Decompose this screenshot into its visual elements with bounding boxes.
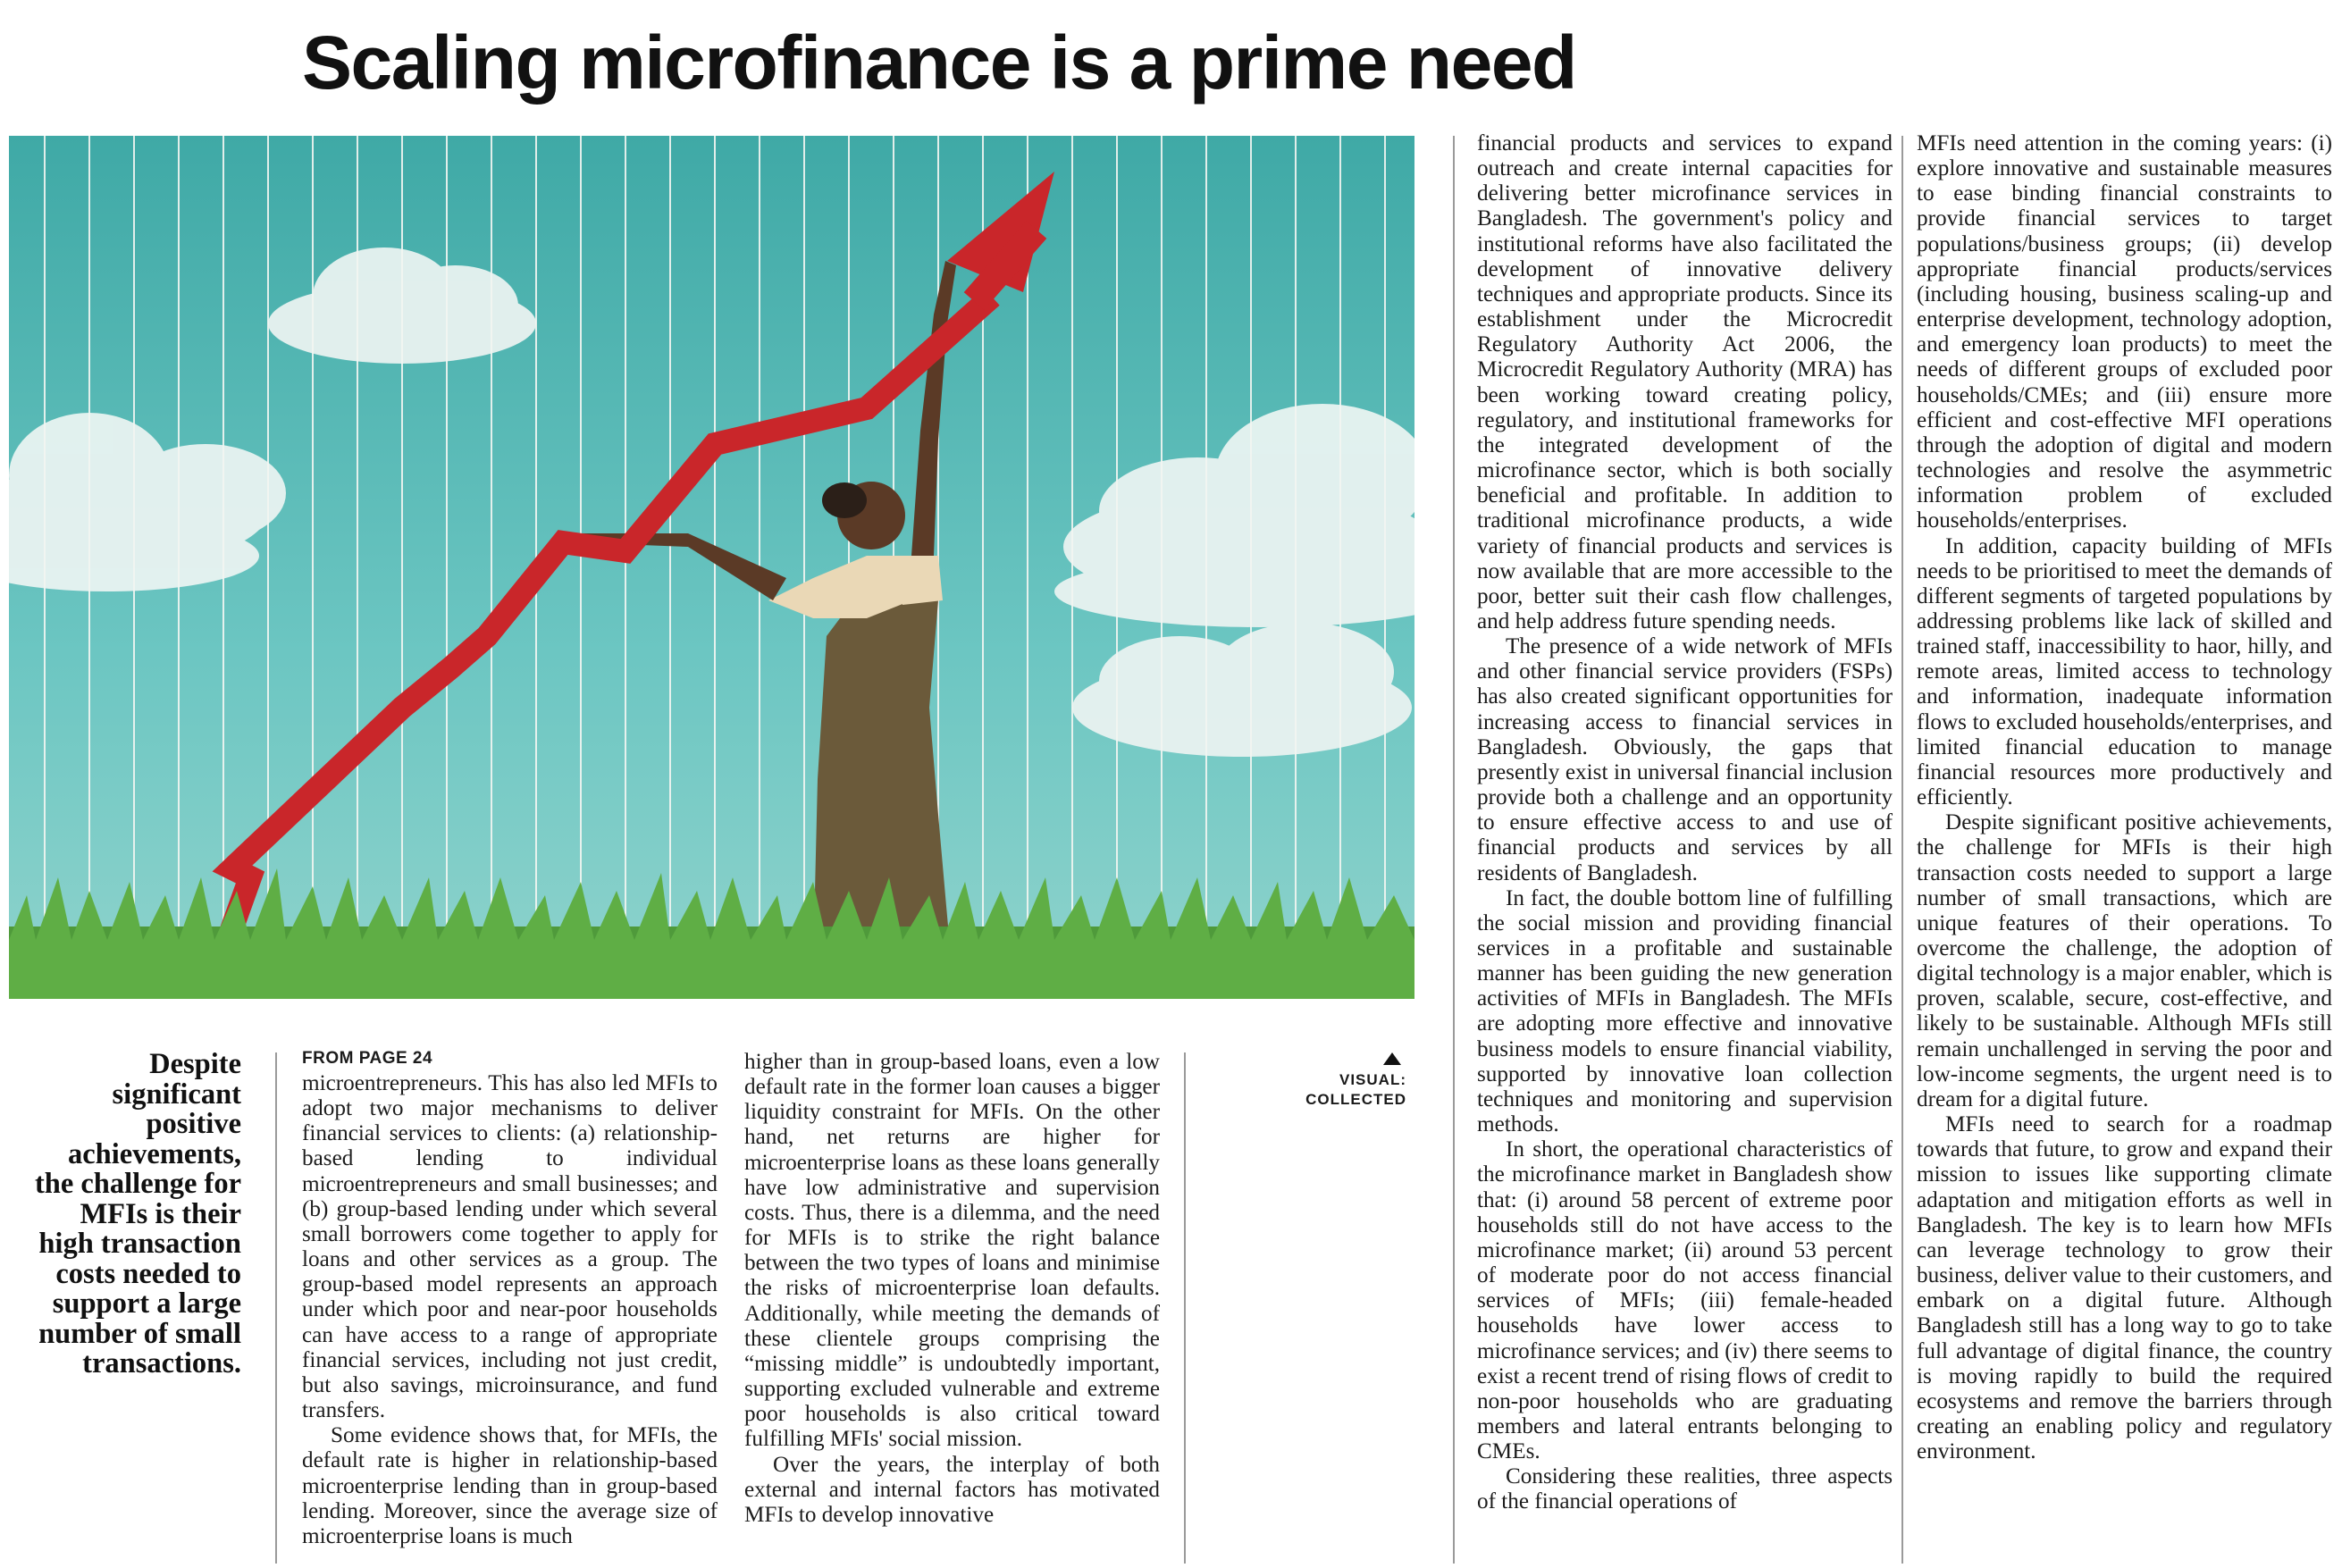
illustration bbox=[9, 136, 1414, 999]
column-rule bbox=[1901, 136, 1903, 1564]
photo-credit bbox=[1287, 1052, 1406, 1110]
credit-label: VISUAL: bbox=[1339, 1071, 1406, 1088]
paragraph: financial products and services to expand outreach and create internal capacities for delivering better microfinance services in Bangladesh. The government's policy and institutional reforms have also facilitated the development of innovative delivery techniques and appropriate products. Since its establishment under the Microcredit Regulatory Authority Act 2006, the Microcredit Regulatory Authority (MRA) has been working toward creating policy, regulatory, and institutional frameworks for the integrated development of the microfinance sector, which is both socially beneficial and profitable. In addition to traditional microfinance products, a wide variety of financial products and services is now available that are more accessible to the poor, better suit their cash flow challenges, and help address future spending needs. bbox=[1477, 131, 1893, 633]
from-page-kicker: FROM PAGE 24 bbox=[302, 1049, 433, 1068]
paragraph: MFIs need to search for a roadmap towards that future, to grow and expand their mission to issues like supporting climate adaptation and mitigation efforts as well in Bangladesh. The key is to learn how MFIs can leverage technology to grow their business, deliver value to their customers, and embark on a digital future. Although Bangladesh still has a long way to go to take full advantage of digital finance, the country is moving rapidly to build the required ecosystems and remove the barriers through creating an enabling policy and regulatory environment. bbox=[1917, 1112, 2332, 1464]
paragraph: The presence of a wide network of MFIs and other financial service providers (FSPs) has also created significant opportunities for increasing access to financial services in Bangladesh. Obviously, the gaps that presently exist in universal financial inclusion provide both a challenge and an opportunity to ensure effective access to and use of financial products and services by all residents of Bangladesh. bbox=[1477, 634, 1893, 885]
triangle-up-icon bbox=[1383, 1052, 1401, 1065]
column-rule bbox=[275, 1052, 277, 1564]
paragraph: higher than in group-based loans, even a low default rate in the former loan causes a bigger liquidity constraint for MFIs. On the other hand, net returns are higher for microenterprise loans as these loans generally have low administrative and supervision costs. Thus, there is a dilemma, and the need for MFIs is to strike the right balance between the two types of loans and minimise the risks of microenterprise loan defaults. Additionally, while meeting the demands of these clientele groups comprising the “missing middle” is undoubtedly important, supporting excluded vulnerable and extreme poor households is also critical toward fulfilling MFIs' social mission. bbox=[744, 1050, 1160, 1452]
article-column-1 bbox=[302, 1048, 718, 1549]
paragraph: In short, the operational characteristics of the microfinance market in Bangladesh show that: (i) around 58 percent of extreme poor households still do not have access to the microfinance market; (ii) around 53 percent of moderate poor do not access financial services of MFIs; (iii) female-headed households have lower access to microfinance services; and (iv) there seems to exist a recent trend of rising flows of credit to non-poor households who are graduating members and lateral entrants belonging to CMEs. bbox=[1477, 1137, 1893, 1464]
paragraph: MFIs need attention in the coming years: (i) explore innovative and sustainable measures to ease binding financial constraints to provide financial services to target populations/business groups; (ii) develop appropriate financial products/services (including housing, business scaling-up and enterprise development, technology adoption, and emergency loan products) to meet the needs of different groups of excluded poor households/CMEs; and (iii) ensure more efficient and cost-effective MFI operations through the adoption of digital and modern technologies and resolve the asymmetric information problem of excluded households/enterprises. bbox=[1917, 131, 2332, 533]
headline: Scaling microfinance is a prime need bbox=[302, 21, 1576, 105]
column-rule bbox=[1453, 136, 1455, 1564]
column-rule bbox=[1184, 1052, 1186, 1564]
article-column-2 bbox=[744, 1050, 1160, 1528]
article-column-3 bbox=[1477, 131, 1893, 1515]
paragraph: microentrepreneurs. This has also led MFIs to adopt two major mechanisms to deliver financial services to clients: (a) relationship-based lending to individual microentrepreneurs and small businesses; and (b) group-based lending under which several small borrowers come together to apply for loans and other services as a group. The group-based model represents an approach under which poor and near-poor households can have access to a range of appropriate financial services, including not just credit, but also savings, microinsurance, and fund transfers. bbox=[302, 1071, 718, 1423]
paragraph: Despite significant positive achievements, the challenge for MFIs is their high transaction costs needed to support a large number of small transactions, which are unique features of their operations. To overcome the challenge, the adoption of digital technology is a major enabler, which is proven, scalable, secure, cost-effective, and likely to be sustainable. Although MFIs still remain unchallenged in serving the poor and low-income segments, the urgent need is to dream for a digital future. bbox=[1917, 810, 2332, 1111]
paragraph: Some evidence shows that, for MFIs, the default rate is higher in relationship-based microenterprise lending than in group-based lending. Moreover, since the average size of microenterprise loans is much bbox=[302, 1423, 718, 1548]
pull-quote: Despite significant positive achievements, the challenge for MFIs is their high transaction costs needed to support a large number of small transactions. bbox=[34, 1048, 241, 1379]
paragraph: Considering these realities, three aspects of the financial operations of bbox=[1477, 1464, 1893, 1514]
article-column-4 bbox=[1917, 131, 2332, 1464]
paragraph: In fact, the double bottom line of fulfilling the social mission and providing financial services in a profitable and sustainable manner has been guiding the new generation activities of MFIs in Bangladesh. The MFIs are adopting more effective and innovative business models to ensure financial viability, supported by innovative loan collection techniques and monitoring and supervision methods. bbox=[1477, 885, 1893, 1137]
paragraph: In addition, capacity building of MFIs needs to be prioritised to meet the demands of different segments of targeted populations by addressing problems like lack of skilled and trained staff, inaccessibility to haor, hilly, and remote areas, limited access to technology and information, inadequate information flows to excluded households/enterprises, and limited financial education to manage financial resources more productively and efficiently. bbox=[1917, 533, 2332, 810]
paragraph: Over the years, the interplay of both external and internal factors has motivated MFIs to develop innovative bbox=[744, 1452, 1160, 1527]
credit-source: COLLECTED bbox=[1305, 1091, 1406, 1108]
